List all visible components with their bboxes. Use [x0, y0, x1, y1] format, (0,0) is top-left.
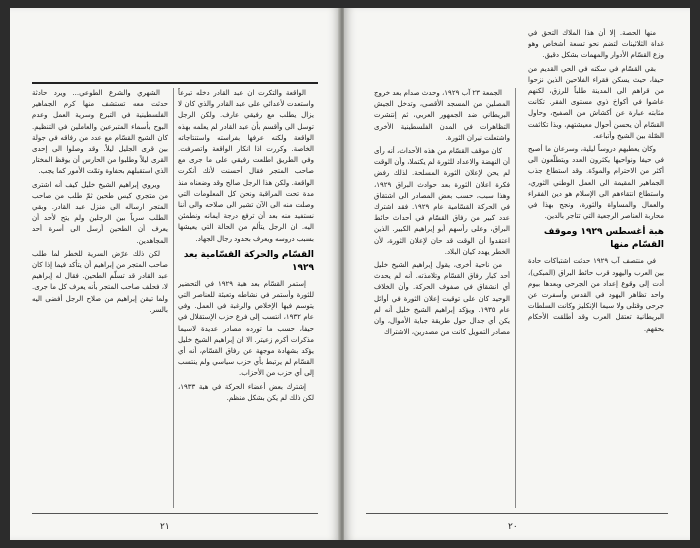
right-page-right-column	[528, 28, 664, 508]
left-page-right-column	[178, 88, 314, 508]
paragraph: منها الحصة. إلا أن هذا الملاك التحق في غداة الثلاثينات لتضم نحو تسعة أشخاص وهو وزع القسّام الأدوار والمهمات بشكل دقيق.	[528, 29, 664, 60]
right-page	[344, 8, 690, 540]
bottom-rule	[32, 513, 318, 514]
left-page	[10, 8, 340, 540]
left-page-left-column	[32, 88, 168, 508]
paragraph: لكن ذلك عرّض السرية للخطر لما طلب صاحب المتجر من إبراهيم أن يتأكد فيما إذا كان عبد القادر قد تسلّم الطحين. فقال له إبراهيم لا، فحلف صاحب المتجر بأنه يعرف كل ما جرى. ولما تيقن إبراهيم من صلاح الرجل أفضى اليه بالسر.	[32, 249, 168, 314]
paragraph: في منتصف آب ١٩٢٩ حدثت اشتباكات حادة بين العرب واليهود قرب حائط البراق (المبكى)، أدت إلى وقوع إعداد من الجرحى وبعدها بيوم واحد تظاهر اليهود في القدس وأسفرت عن جرحى وقتلى ولا سيما الإنكليز وكانت السلطات البريطانية تعتقل العرب وقد أطلقت الأحكام بحقهم.	[528, 257, 664, 333]
paragraph: بقي القسّام في سكنه في الحي القديم من حيفا، حيث يسكن فقراء الفلاحين الذين نزحوا من قراهم الى المدينة طلباً للرزق، لكنهم عاشوا في أكواخ ذوي مستوى الفقر. تكانت مثابته عبارة عن أكشاش من الصفيح، وحاول القسّام أن يحسن أحوال معيشتهم، وبذا تكاثفت الصّلة بين الشيخ وأتباعه.	[528, 64, 664, 140]
paragraph: إشترك بعض أعضاء الحركة في هبة ١٩٣٣، لكن ذلك لم يكن بشكل منظم.	[178, 382, 314, 402]
bottom-rule	[366, 513, 668, 514]
page-number: ٢٠	[508, 522, 518, 532]
paragraph: الجمعة ٢٣ آب ١٩٢٩، وحدث صدام بعد خروج المصلين من المسجد الأقصى، وتدخل الجيش البريطاني ضد الجمهور العربي، ثم إنتشرت التظاهرات في المدن الفلسطينية الأخرى واشتعلت نيران الثورة.	[374, 89, 510, 142]
paragraph: الواقعة والتكرت ان عبد القادر دخله تبرعاً واستعدت لأعدائي على عبد القادر والذي كان لا يزال يطلب مع رفيقي عارف. ولكن الرجل توسل الى وأقسم بأن عبد القادر لم يعلمه بهذه الواقعة ولكنه عرفها بفراسته واستنتاجاته الخاصة. وكررت اذا انكار الواقعة واتصرفت. وفي الطريق اطلعت رفيقي على ما جرى مع صاحب المتجر فقال أحسنت لأنك أنكرت الواقعة. ولكن هذا الرجل صالح وقد وضعناه منذ مدة تحت المراقبة ونحن كل المعلومات التي وصلت منه الى الآن تشير الى صلاحه والى أننا نستفيد منه بعد أن ترفع درجة ايمانه ونطمئن اليه. ان الرجل يتألم من الحالة التي يعيشها بسبب دروسه ويعرف بحدود رجال الجهاد.	[178, 89, 314, 243]
paragraph: إستمر القسّام بعد هبة ١٩٢٩ في التحضير للثورة وأستمر في نشاطه وتعبئة للعناصر التي يتوسم فيها الإخلاص والرغبة في العمل. وفي عام ١٩٣٢، انتسب إلى فرع حزب الإستقلال في حيفا، حسب ما تورده مصادر عديدة لاسيما مذكرات أكرم زعيتر. الا ان إبراهيم الشيخ خليل يؤكد بشهادة موجهة عن رفاق القسّام، أنه أي القسّام لم يرتبط بأي حزب سياسي ولم ينتسب إلى أي حزب من الأحزاب.	[178, 279, 314, 378]
paragraph: وكان يعطيهم دروساً ليلية، وسرعان ما أصبح في حيفا ونواحيها يكثرون العدد ويتطلّعون الى أكثر من الاحترام والمودّة. وقد استطاع جذب الجماهير المقيمة الى العمل الوطني الثوري، واستطاع انتقاءهم الى الإسلام هو دين الفقراء والعمال والمساواة والثورة، ونجح بهذا في محاربة العناصر الرجعية التي تتاجر بالدين.	[528, 145, 664, 221]
page-number: ٢١	[160, 522, 170, 532]
section-heading: القسّام والحركة القسّامية بعد ١٩٢٩	[183, 249, 314, 273]
right-page-left-column	[374, 88, 510, 508]
paragraph: من ناحية أخرى، يقول إبراهيم الشيخ خليل أحد كبار رفاق القسّام وتلامذته. أنه لم يحدث أي انشقاق في صفوف الحركة. وأن الخلاف الوحيد كان على توقيت إعلان الثورة في أوائل عام ١٩٣٥. ويؤكد إبراهيم الشيخ خليل أنه لم يكن أي جدال حول طريقة جباية الأموال، وان مصادر التمويل كانت من مصدرين، الاشتراك	[374, 261, 510, 337]
column-divider	[515, 88, 516, 508]
paragraph: ويروي إبراهيم الشيخ خليل كيف أنه اشترى من متجري كيس طحين ثمّ طلب من صاحب المتجر ارساله الى منزل عبد القادر. وبقي الطلب سرياً بين الرجلين ولم يتح لأحد أن يعرف أن الطحين أرسل الى أسرة أحد المجاهدين.	[32, 180, 168, 245]
paragraph: كان موقف القسّام من هذه الأحداث، أنه رأى أن النهضة والاعداد للثورة لم يكتملا، وأن الوقت لم يحن لإعلان الثورة المسلحة. لذلك رفض فكرة اعلان الثورة بعد حوادث البراق ١٩٢٩، وهذا سبب، حسب بعض المصادر الى اشتقاق في الحركة القسّامية عام ١٩٢٩. فقد اشترك عدد كبير من رفاق القسّام في أحداث حائط البراق، وعلى رأسهم أبو إبراهيم الكبير. الذين اعتقدوا أن الوقت قد حان لإعلان الثورة، لأن الخطر يهدد كيان البلاد.	[374, 147, 510, 256]
column-divider	[173, 88, 174, 508]
section-heading: هبة أغسطس ١٩٢٩ وموقف القسّام منها	[543, 227, 664, 251]
top-rule	[32, 82, 318, 84]
paragraph: الشهري والشرع الطوعي... ويرد حادثة حدثت معه تستشف منها كرم الجماهير الفلسطينية في التبرع وسرية العمل وعدم البوح بأسماء المتبرعين والعاملين في التنظيم. كان الشيخ القسّام مع عدد من رفاقه في جولة بين قرى الجليل ليلاً. وقد وصلوا الى إحدى القرى ليلاً وطلبوا من الحارس أن يوقظ المختار الذي استقبلهم بحفاوة وتمّت الأمور كما يجب.	[32, 89, 168, 176]
